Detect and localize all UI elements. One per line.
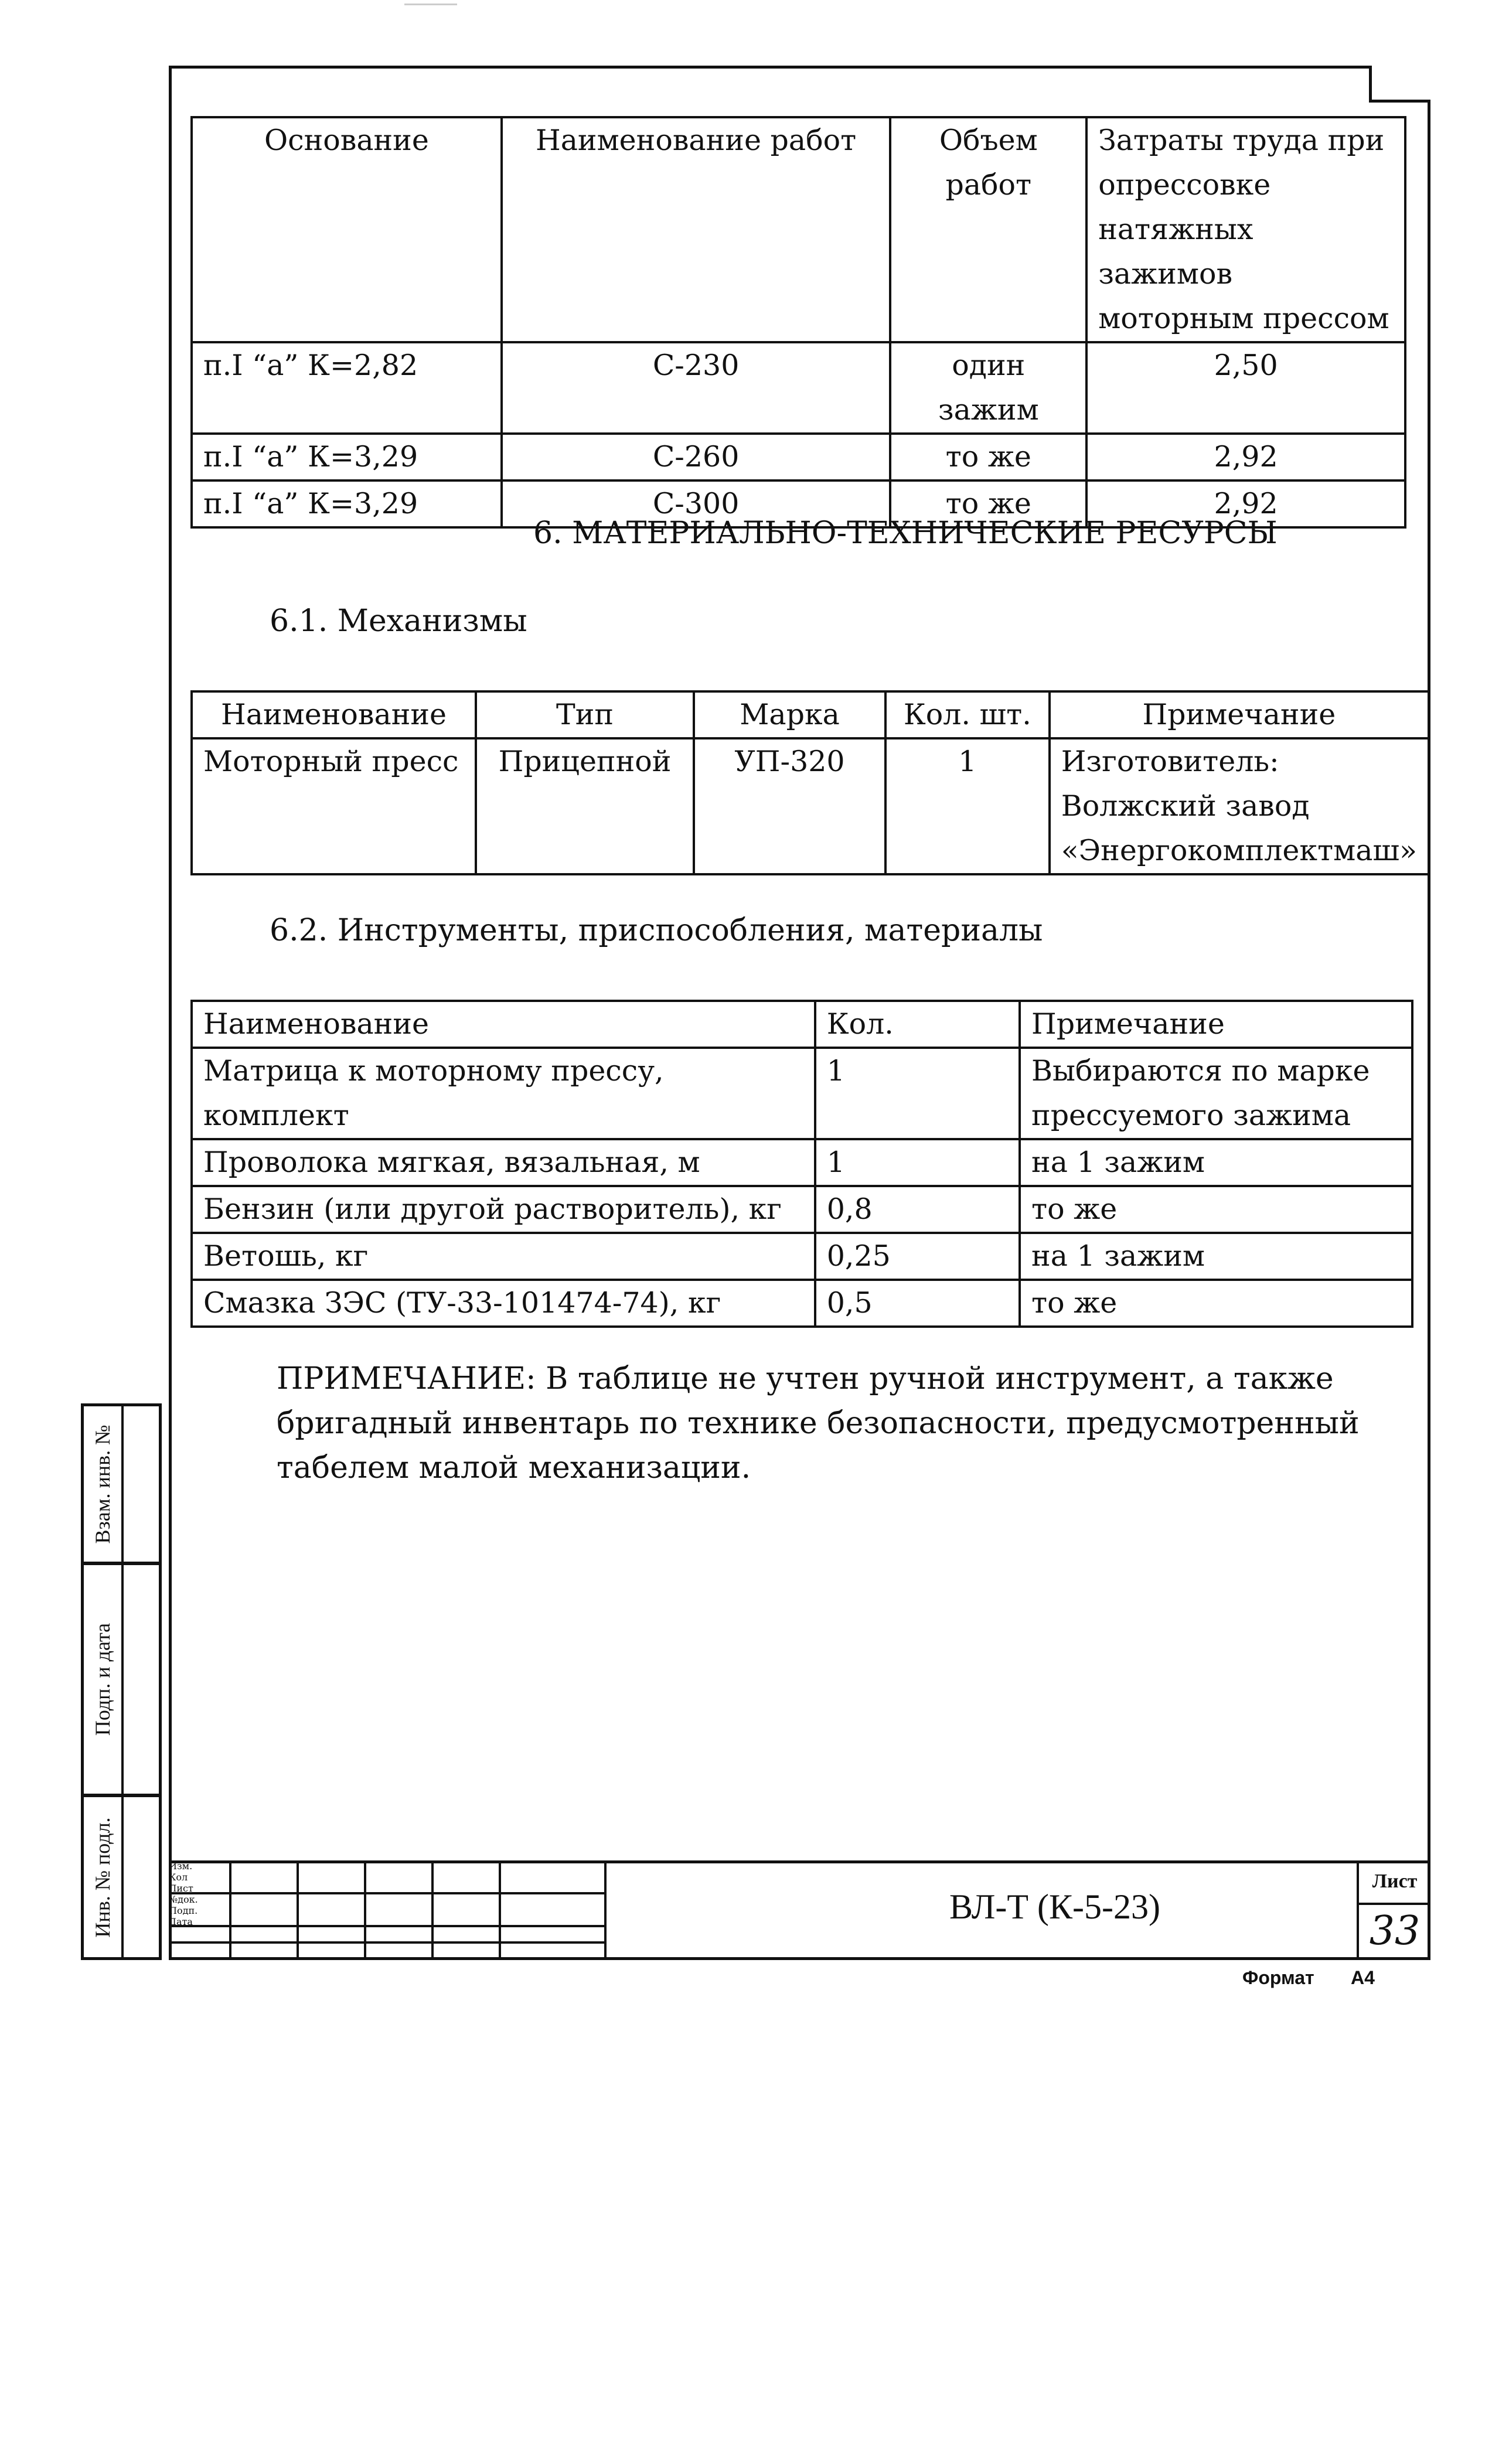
sheet-number: 33 xyxy=(1369,1908,1421,1954)
sheet-label: Лист xyxy=(1359,1860,1430,1905)
corner-tab xyxy=(1369,66,1430,103)
table-cell: Изготовитель: Волжский завод «Энергокомплектмаш» xyxy=(1050,738,1429,874)
table-row xyxy=(192,1139,1412,1186)
format-value: А4 xyxy=(1351,1967,1375,1988)
table-cell: Смазка ЗЭС (ТУ-33-101474-74), кг xyxy=(192,1280,815,1327)
header-cell: Наименование работ xyxy=(502,117,891,342)
table-row xyxy=(192,1280,1412,1327)
title-block-label: №док. xyxy=(169,1894,198,1905)
header-cell: Объем работ xyxy=(890,117,1086,342)
header-cell: Основание xyxy=(192,117,502,342)
format-label: Формат xyxy=(1242,1967,1314,1988)
table-cell: п.I “а” К=2,82 xyxy=(192,342,502,434)
table-cell: Прицепной xyxy=(476,738,694,874)
table-cell: 0,5 xyxy=(815,1280,1020,1327)
header-cell: Тип xyxy=(476,691,694,738)
title-block-label: Дата xyxy=(169,1916,193,1927)
table-cell: то же xyxy=(1020,1280,1412,1327)
table-cell: 1 xyxy=(885,738,1050,874)
table-cell: С-230 xyxy=(502,342,891,434)
mechanisms-table xyxy=(190,690,1430,875)
tools-table xyxy=(190,1000,1413,1328)
scan-artifact-line xyxy=(404,4,457,5)
side-stamp-label: Подп. и дата xyxy=(91,1623,114,1736)
side-stamp-swap xyxy=(81,1403,162,1565)
table-cell: 0,8 xyxy=(815,1186,1020,1233)
table-cell: Моторный пресс xyxy=(192,738,476,874)
table-row xyxy=(192,1186,1412,1233)
table-cell: 0,25 xyxy=(815,1233,1020,1280)
document-number: ВЛ-Т (К-5-23) xyxy=(949,1887,1160,1926)
side-stamp-signature xyxy=(81,1562,162,1797)
table-cell: Выбираются по марке прессуемого зажима xyxy=(1020,1048,1412,1139)
header-cell: Примечание xyxy=(1020,1001,1412,1048)
table-cell: 2,92 xyxy=(1086,434,1405,480)
table-header-row xyxy=(192,117,1405,342)
table-cell: один зажим xyxy=(890,342,1086,434)
title-block-label: Подп. xyxy=(169,1905,198,1916)
table-cell: Проволока мягкая, вязальная, м xyxy=(192,1139,815,1186)
table-cell: 1 xyxy=(815,1139,1020,1186)
note-paragraph xyxy=(206,1357,1378,1490)
table-cell: 2,92 xyxy=(1086,480,1405,527)
table-header-row xyxy=(192,1001,1412,1048)
table-cell: УП-320 xyxy=(694,738,885,874)
header-cell: Кол. шт. xyxy=(885,691,1050,738)
side-stamp-label: Инв. № подл. xyxy=(91,1817,114,1938)
side-stamp-original xyxy=(81,1794,162,1960)
header-cell: Марка xyxy=(694,691,885,738)
table-cell: на 1 зажим xyxy=(1020,1233,1412,1280)
table-cell: Матрица к моторному прессу, комплект xyxy=(192,1048,815,1139)
note-text: ПРИМЕЧАНИЕ: В таблице не учтен ручной инструмент, а также бригадный инвентарь по технике безопасности, предусмотренный табелем малой механизации. xyxy=(277,1361,1360,1485)
table-row xyxy=(192,738,1429,874)
table-cell: 2,50 xyxy=(1086,342,1405,434)
table-cell: п.I “а” К=3,29 xyxy=(192,480,502,527)
table-row xyxy=(192,342,1405,434)
table-cell: С-300 xyxy=(502,480,891,527)
table-header-row xyxy=(192,691,1429,738)
header-cell: Затраты труда при опрессовке натяжных зажимов моторным прессом xyxy=(1086,117,1405,342)
table-cell: то же xyxy=(890,434,1086,480)
header-cell: Примечание xyxy=(1050,691,1429,738)
table-cell: С-260 xyxy=(502,434,891,480)
title-block-label: Кол xyxy=(169,1872,188,1883)
title-block-label: Лист xyxy=(169,1883,193,1894)
table-cell: 1 xyxy=(815,1048,1020,1139)
table-cell: Бензин (или другой растворитель), кг xyxy=(192,1186,815,1233)
header-cell: Кол. xyxy=(815,1001,1020,1048)
table-cell: то же xyxy=(890,480,1086,527)
table-cell: то же xyxy=(1020,1186,1412,1233)
title-block-label: Изм. xyxy=(169,1860,193,1872)
subsection-mechanisms: 6.1. Механизмы xyxy=(270,604,527,639)
sheet-box xyxy=(1357,1860,1430,1960)
table-row xyxy=(192,434,1405,480)
table-cell: на 1 зажим xyxy=(1020,1139,1412,1186)
table-row xyxy=(192,1048,1412,1139)
table-cell: п.I “а” К=3,29 xyxy=(192,434,502,480)
table-row xyxy=(192,1233,1412,1280)
table-cell: Ветошь, кг xyxy=(192,1233,815,1280)
subsection-tools: 6.2. Инструменты, приспособления, материалы xyxy=(270,913,1043,948)
header-cell: Наименование xyxy=(192,1001,815,1048)
title-block-grid xyxy=(169,1860,608,1960)
labor-table xyxy=(190,116,1406,529)
section-title: 6. МАТЕРИАЛЬНО-ТЕХНИЧЕСКИЕ РЕСУРСЫ xyxy=(533,516,1278,551)
header-cell: Наименование xyxy=(192,691,476,738)
side-stamp-label: Взам. инв. № xyxy=(91,1424,114,1543)
